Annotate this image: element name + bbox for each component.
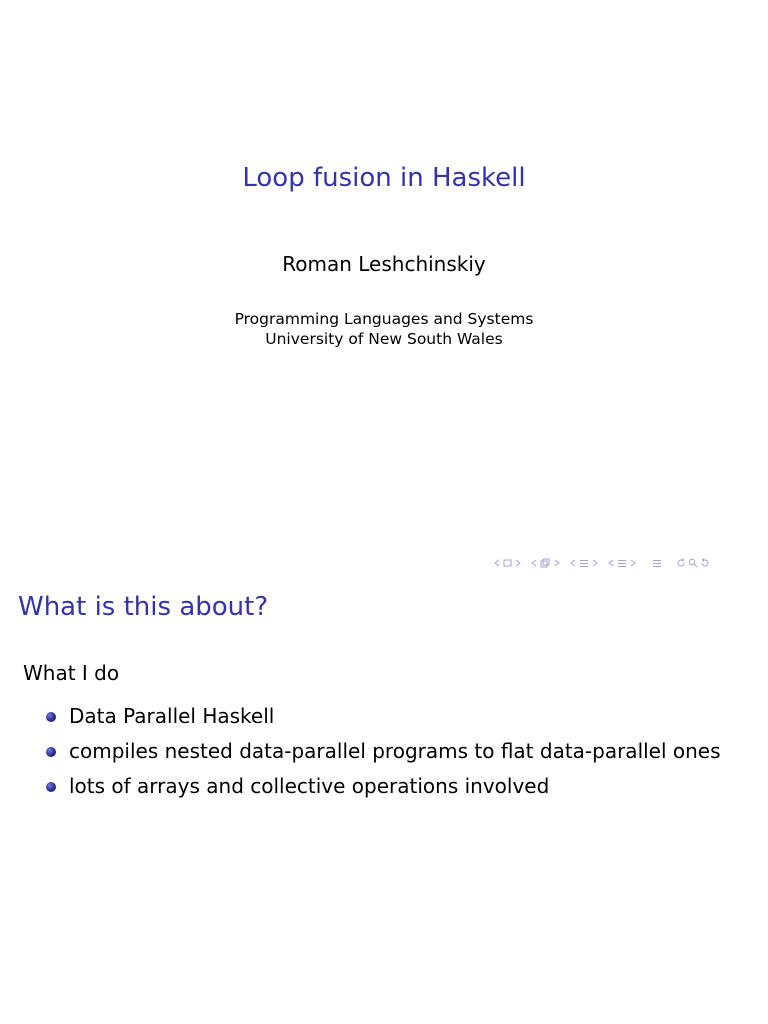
section-lines-icon[interactable] xyxy=(617,559,627,568)
institute-line: Programming Languages and Systems xyxy=(234,310,534,328)
history-nav xyxy=(676,558,710,568)
undo-icon[interactable] xyxy=(676,558,686,568)
subsection-lines-icon[interactable] xyxy=(579,559,589,568)
list-item-text: Data Parallel Haskell xyxy=(69,704,275,728)
section-nav xyxy=(608,559,636,568)
document-nav xyxy=(652,559,662,568)
list-item xyxy=(46,704,721,739)
section-next-arrow-icon[interactable] xyxy=(630,559,636,567)
redo-icon[interactable] xyxy=(700,558,710,568)
frame-prev-arrow-icon[interactable] xyxy=(531,559,537,567)
section-prev-arrow-icon[interactable] xyxy=(608,559,614,567)
slide-box-icon[interactable] xyxy=(503,559,512,567)
list-item-text: compiles nested data-parallel programs to flat data-parallel ones xyxy=(69,739,721,763)
frame-box-icon[interactable] xyxy=(540,558,551,568)
subsection-prev-arrow-icon[interactable] xyxy=(570,559,576,567)
bullet-icon xyxy=(46,782,56,792)
bullet-icon xyxy=(46,712,56,722)
slide-nav xyxy=(494,559,521,567)
list-item xyxy=(46,739,721,774)
slide-prev-arrow-icon[interactable] xyxy=(494,559,500,567)
author-name: Roman Leshchinskiy xyxy=(282,252,486,276)
institute-line: University of New South Wales xyxy=(265,330,503,348)
bullet-icon xyxy=(46,747,56,757)
subsection-nav xyxy=(570,559,598,568)
presentation-title: Loop fusion in Haskell xyxy=(242,163,526,193)
frame-next-arrow-icon[interactable] xyxy=(554,559,560,567)
document-lines-icon[interactable] xyxy=(652,559,662,568)
beamer-navigation-bar xyxy=(494,556,710,570)
bullet-list xyxy=(46,704,721,809)
intro-text: What I do xyxy=(23,661,120,685)
subsection-next-arrow-icon[interactable] xyxy=(592,559,598,567)
institute xyxy=(0,309,768,349)
frame-nav xyxy=(531,558,560,568)
search-icon[interactable] xyxy=(688,558,698,568)
frame-title: What is this about? xyxy=(18,592,269,622)
content-slide xyxy=(0,576,768,1024)
slide-next-arrow-icon[interactable] xyxy=(515,559,521,567)
list-item xyxy=(46,774,721,809)
list-item-text: lots of arrays and collective operations involved xyxy=(69,774,550,798)
